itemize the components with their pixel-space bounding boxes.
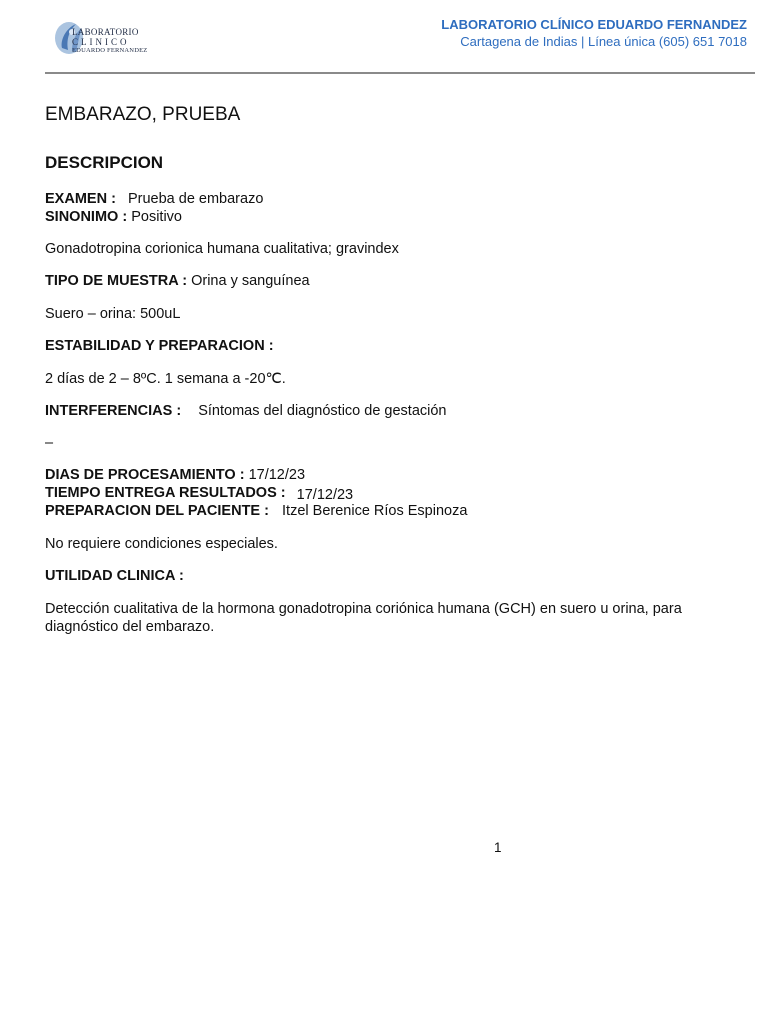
utilidad-row [45,567,184,585]
lab-contact: Cartagena de Indias | Línea única (605) 651 7018 [460,34,747,49]
header-info [441,17,747,50]
estabilidad-row [45,337,274,355]
logo-line-1: LABORATORIO [72,27,139,37]
header-divider [45,72,755,74]
tiempo-entrega-value: 17/12/23 [296,487,354,503]
preparacion-paciente-value: Itzel Berenice Ríos Espinoza [282,503,468,519]
page-header [0,0,768,75]
dias-procesamiento-value: 17/12/23 [248,467,306,483]
utilidad-label: UTILIDAD CLINICA : [45,568,184,584]
tiempo-entrega-label: TIEMPO ENTREGA RESULTADOS : [45,485,286,501]
sinonimo-value: Positivo [131,209,182,225]
sinonimo-row [45,208,182,226]
tipo-muestra-value: Orina y sanguínea [191,273,310,289]
examen-label: EXAMEN : [45,191,116,207]
examen-row [45,190,263,208]
preparacion-paciente-row [45,502,467,520]
interferencias-value: Síntomas del diagnóstico de gestación [198,403,447,419]
interferencias-label: INTERFERENCIAS : [45,403,182,419]
estabilidad-description: 2 días de 2 – 8ºC. 1 semana a -20℃. [45,371,286,387]
document-title: EMBARAZO, PRUEBA [45,104,241,125]
tipo-muestra-label: TIPO DE MUESTRA : [45,273,188,289]
estabilidad-label: ESTABILIDAD Y PREPARACION : [45,338,274,354]
preparacion-paciente-label: PREPARACION DEL PACIENTE : [45,503,269,519]
logo-line-3: EDUARDO FERNANDEZ [72,47,148,54]
muestra-description: Suero – orina: 500uL [45,306,181,322]
page-number: 1 [494,840,502,855]
utilidad-description: Detección cualitativa de la hormona gonadotropina coriónica humana (GCH) en suero u orina, para diagnóstico del embarazo. [45,601,682,635]
dias-procesamiento-label: DIAS DE PROCESAMIENTO : [45,467,245,483]
preparacion-description: No requiere condiciones especiales. [45,536,278,552]
logo-line-2: CLINICO [72,37,130,47]
logo-wordmark [72,28,147,55]
dias-procesamiento-row [45,466,305,484]
section-heading: DESCRIPCION [45,153,164,172]
lab-name: LABORATORIO CLÍNICO EDUARDO FERNANDEZ [441,17,747,32]
sinonimo-label: SINONIMO : [45,209,128,225]
tiempo-entrega-row [45,484,353,502]
interferencias-row [45,402,447,420]
tipo-muestra-row [45,272,310,290]
lab-logo [52,18,152,58]
dash-line: – [45,435,54,451]
sinonimo-description: Gonadotropina corionica humana cualitativa; gravindex [45,241,399,257]
examen-value: Prueba de embarazo [127,191,264,207]
